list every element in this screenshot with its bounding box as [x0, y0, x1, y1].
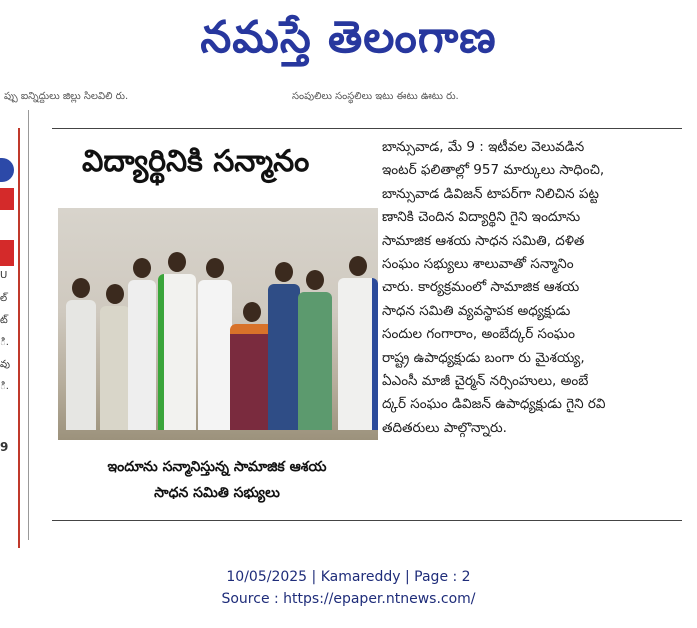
- body-line: చారు. కార్యక్రమంలో సామాజిక ఆశయ: [382, 279, 580, 296]
- strip-right-text: సంపులిలు సంస్థలిలు ఇటు ఈటు ఊటు రు.: [292, 91, 459, 102]
- top-strip: [0, 88, 697, 106]
- photo-person: [268, 262, 300, 430]
- sidebar-fragment: U: [0, 270, 8, 281]
- sidebar-fragment: ట్: [0, 315, 8, 326]
- body-line: తదితరులు పాల్గొన్నారు.: [382, 419, 507, 436]
- sidebar-fragment: ి.: [0, 381, 9, 392]
- top-rule: [52, 128, 682, 129]
- masthead-title: నమస్తే తెలంగాణ: [200, 12, 497, 63]
- caption-line: ఇందూను సన్మానిస్తున్న సామాజిక ఆశయ: [107, 459, 327, 475]
- body-line: సాధన సమితి వ్యవస్థాపక అధ్యక్షుడు: [382, 302, 571, 319]
- caption-line: సాధన సమితి సభ్యులు: [154, 485, 280, 501]
- body-line: ఇంటర్ ఫలితాల్లో 957 మార్కులు సాధించి,: [382, 162, 605, 179]
- left-sidebar: [0, 128, 20, 548]
- photo-person: [298, 270, 332, 430]
- sidebar-fragment: వు: [0, 359, 10, 370]
- article-photo: [58, 208, 378, 440]
- footer-date-edition: 10/05/2025 | Kamareddy | Page : 2: [226, 569, 471, 585]
- bottom-rule: [52, 520, 682, 521]
- body-line: సంఘం సభ్యులు శాలువాతో సన్మానిం: [382, 256, 574, 273]
- photo-person: [338, 256, 378, 430]
- sidebar-blue-block: [0, 158, 14, 182]
- body-line: సామాజిక ఆశయ సాధన సమితి, దళిత: [382, 232, 585, 249]
- photo-person: [66, 278, 96, 430]
- article: [52, 136, 682, 520]
- body-line: బాన్సువాడ డివిజన్ టాపర్‌గా నిలిచిన పట్ట: [382, 185, 599, 202]
- masthead: [0, 0, 697, 86]
- sidebar-fragment: ి.: [0, 337, 9, 348]
- photo-person: [128, 258, 156, 430]
- body-line: బాన్సువాడ, మే 9 : ఇటీవల వెలువడిన: [382, 139, 585, 155]
- sidebar-fragment: 9: [0, 440, 9, 454]
- photo-person: [100, 284, 130, 430]
- column-rule: [28, 110, 29, 540]
- headline: విద్యార్థినికి సన్మానం: [82, 144, 310, 179]
- body-line: ఏఎంసీ మాజీ చైర్మన్ నర్సింహులు, అంబే: [382, 373, 589, 390]
- sidebar-red-block: [0, 188, 14, 210]
- footer-source: Source : https://epaper.ntnews.com/: [221, 591, 476, 607]
- body-line: సందుల గంగారాం, అంబేద్కర్ సంఘం: [382, 326, 575, 343]
- photo-caption: [52, 454, 382, 506]
- footer: [0, 566, 697, 610]
- sidebar-red-block-2: [0, 240, 14, 266]
- body-line: ద్కర్ సంఘం డివిజన్ ఉపాధ్యక్షుడు గైని రవి: [382, 396, 606, 413]
- photo-person: [158, 252, 196, 430]
- sidebar-fragment: ల్: [0, 293, 8, 304]
- body-line: రాష్ట్ర ఉపాధ్యక్షుడు బంగా రు మైశయ్య,: [382, 349, 585, 366]
- body-text: [382, 136, 682, 440]
- photo-person: [198, 258, 232, 430]
- body-line: ణానికి చెందిన విద్యార్థిని గైని ఇందూను: [382, 209, 581, 226]
- strip-left-text: ప్పు ఐన్నిద్దులు జిల్లు సిలవిలి రు.: [4, 91, 129, 102]
